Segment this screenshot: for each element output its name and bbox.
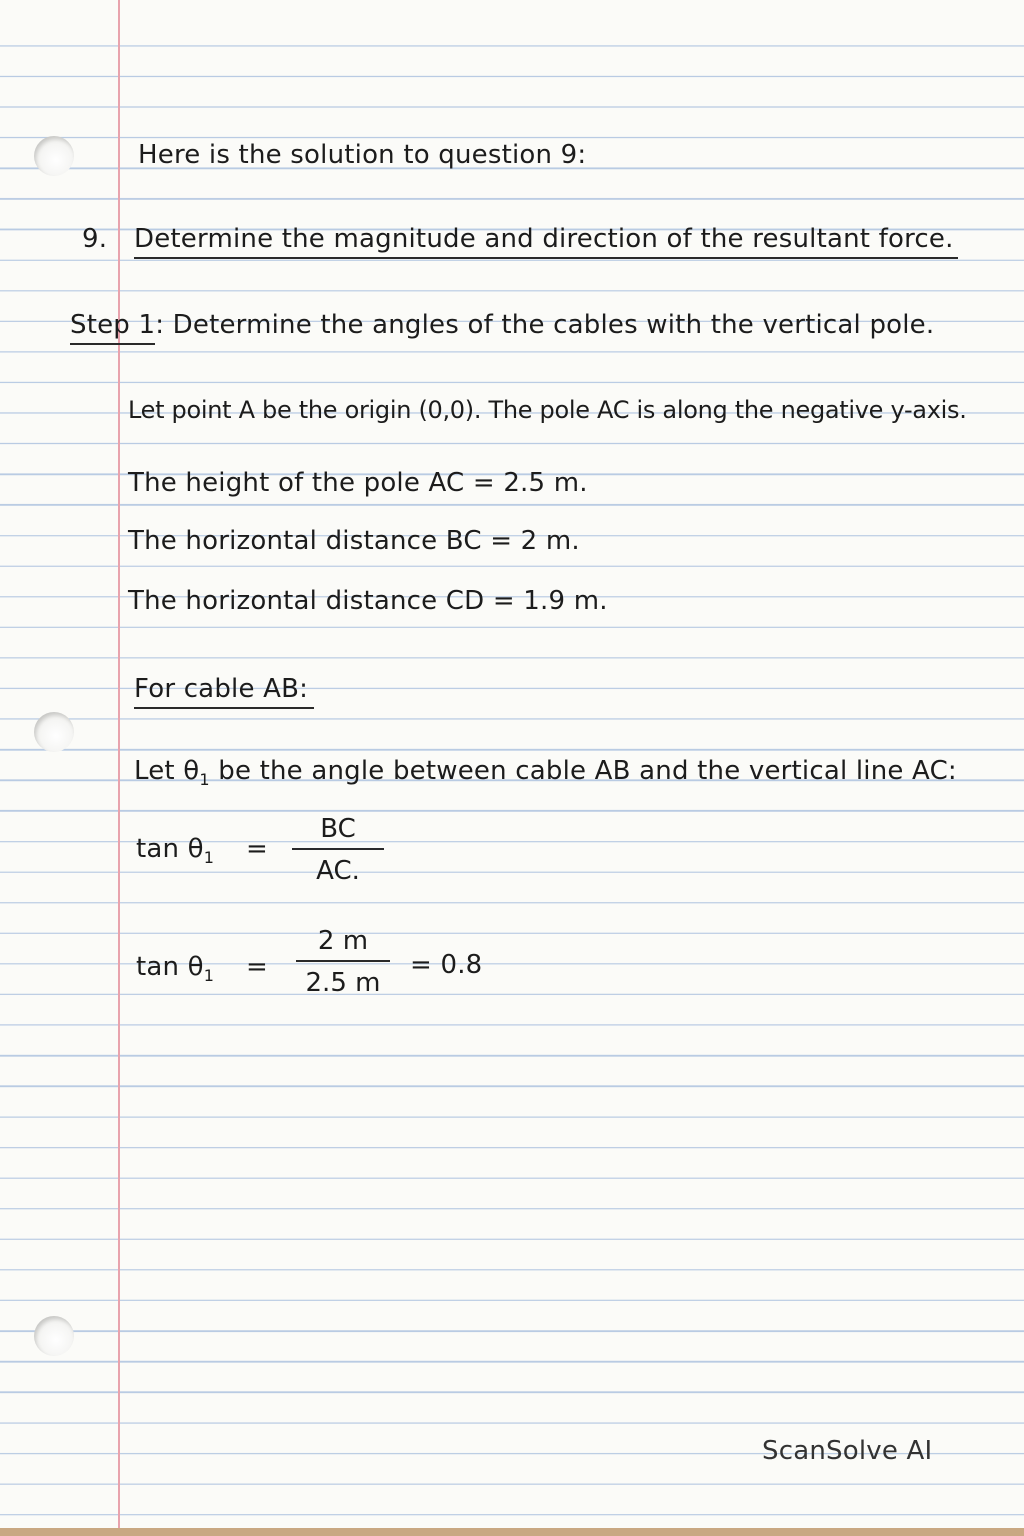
- eq2-tan: tan θ: [136, 952, 204, 982]
- cable-ab-heading: For cable AB:: [134, 674, 314, 709]
- step-colon: :: [155, 310, 165, 340]
- margin-line: [118, 0, 120, 1528]
- cd-distance-line: The horizontal distance CD = 1.9 m.: [128, 586, 608, 616]
- eq1-tan: tan θ: [136, 834, 204, 864]
- eq1-equals: =: [246, 834, 268, 864]
- eq1-subscript: 1: [203, 848, 215, 867]
- eq2-lhs: [136, 952, 214, 985]
- binder-hole: [34, 136, 74, 176]
- intro-text: Here is the solution to question 9:: [138, 140, 587, 170]
- step-text: Determine the angles of the cables with the vertical pole.: [172, 310, 935, 340]
- eq2-equals: =: [246, 952, 268, 982]
- eq1-denominator: AC.: [316, 856, 360, 886]
- eq1-fraction: [292, 814, 384, 886]
- question-text: Determine the magnitude and direction of the resultant force.: [134, 224, 958, 259]
- pole-height-line: The height of the pole AC = 2.5 m.: [128, 468, 588, 498]
- step-label: Step 1: [70, 310, 155, 345]
- bc-distance-line: The horizontal distance BC = 2 m.: [128, 526, 580, 556]
- binder-hole: [34, 1316, 74, 1356]
- step-1-heading: [70, 310, 934, 340]
- eq2-denominator: 2.5 m: [305, 968, 381, 998]
- eq2-result: = 0.8: [410, 950, 483, 980]
- angle-def-start: Let θ: [134, 756, 200, 786]
- eq1-lhs: [136, 834, 214, 867]
- binder-hole: [34, 712, 74, 752]
- angle-definition: [134, 756, 957, 789]
- eq2-numerator: 2 m: [296, 926, 390, 962]
- eq2-subscript: 1: [203, 966, 215, 985]
- question-number: 9.: [82, 224, 108, 254]
- eq1-numerator: BC: [292, 814, 384, 850]
- eq2-fraction: [296, 926, 390, 998]
- theta-subscript: 1: [199, 770, 210, 789]
- footer-brand: ScanSolve AI: [762, 1436, 933, 1466]
- angle-def-end: be the angle between cable AB and the vertical line AC:: [209, 756, 957, 786]
- origin-line: Let point A be the origin (0,0). The pole AC is along the negative y-axis.: [128, 396, 967, 424]
